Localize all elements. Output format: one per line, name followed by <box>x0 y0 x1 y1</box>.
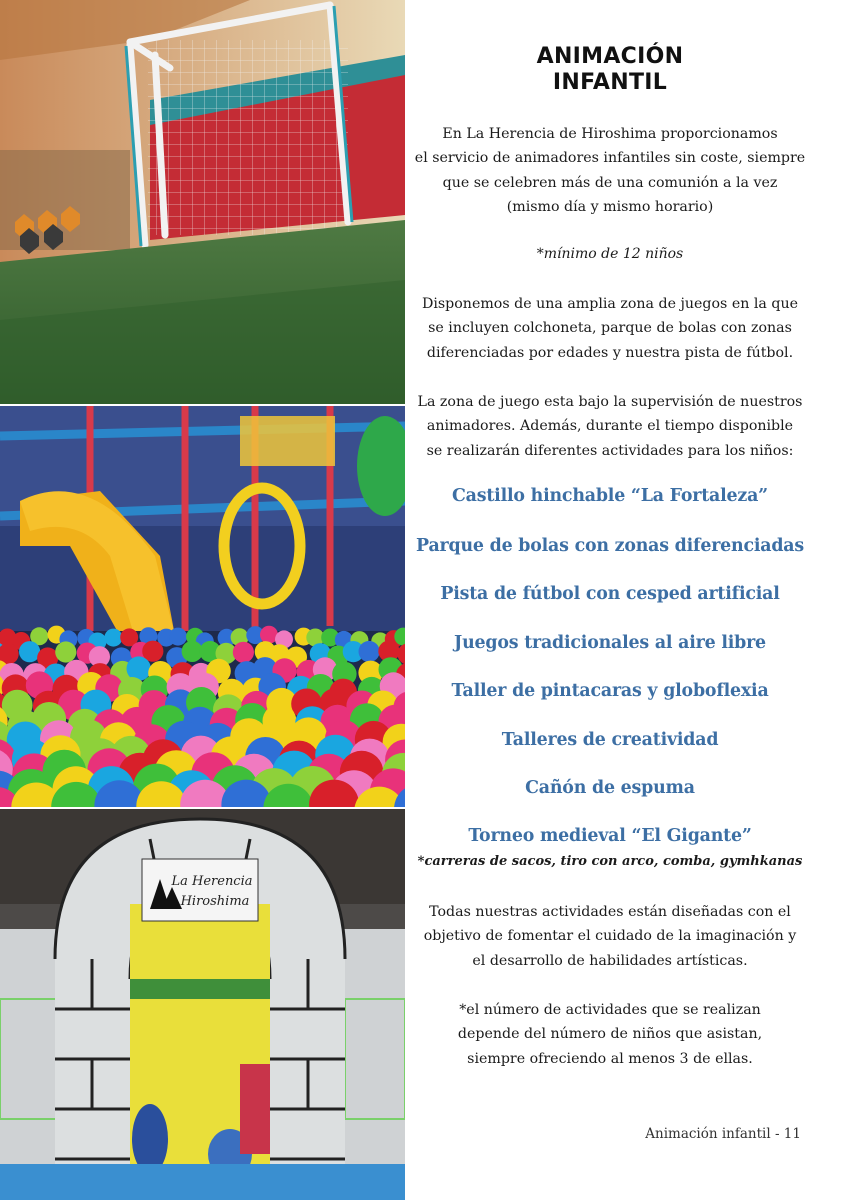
activity-item: Juegos tradicionales al aire libre <box>454 633 766 653</box>
intro-paragraph <box>410 122 810 219</box>
minimum-children-note: *mínimo de 12 niños <box>536 246 684 262</box>
castle-banner-line2: Hiroshima <box>180 894 250 909</box>
page-footer: Animación infantil - 11 <box>645 1126 801 1142</box>
play-area-line: diferenciadas por edades y nuestra pista de fútbol. <box>426 344 794 361</box>
supervision-line: animadores. Además, durante el tiempo disponible <box>426 418 794 435</box>
design-line: el desarrollo de habilidades artísticas. <box>472 952 748 969</box>
intro-line: En La Herencia de Hiroshima proporcionamos <box>442 126 778 142</box>
photo-column <box>0 0 405 1200</box>
photo-football-pitch <box>0 0 405 404</box>
photo-ball-pit <box>0 406 405 807</box>
activity-count-line: depende del número de niños que asistan, <box>457 1026 763 1043</box>
design-line: Todas nuestras actividades están diseñadas con el <box>429 904 791 920</box>
intro-line: el servicio de animadores infantiles sin coste, siempre <box>414 150 806 167</box>
castle-banner-line1: La Herencia <box>171 874 253 889</box>
play-area-line: Disponemos de una amplia zona de juegos en la que <box>421 296 799 312</box>
play-area-paragraph <box>410 292 810 365</box>
activity-count-line: siempre ofreciendo al menos 3 de ellas. <box>467 1050 753 1067</box>
activity-item: Castillo hinchable “La Fortaleza” <box>452 486 768 506</box>
activity-item: Talleres de creatividad <box>501 730 719 750</box>
page-title-line-1: ANIMACIÓN <box>536 44 684 69</box>
supervision-line: La zona de juego esta bajo la supervisión de nuestros <box>417 394 803 410</box>
play-area-line: se incluyen colchoneta, parque de bolas con zonas <box>428 320 792 337</box>
design-line: objetivo de fomentar el cuidado de la imaginación y <box>423 928 797 945</box>
content-column <box>410 0 810 1200</box>
tournament-note: *carreras de sacos, tiro con arco, comba, gymhkanas <box>417 854 803 869</box>
photo-bouncy-castle <box>0 809 405 1200</box>
page-title-line-2: INFANTIL <box>552 70 668 95</box>
intro-line: que se celebren más de una comunión a la vez <box>442 174 778 191</box>
activity-item: Torneo medieval “El Gigante” <box>468 826 752 846</box>
activity-item: Parque de bolas con zonas diferenciadas <box>416 536 804 556</box>
design-paragraph <box>410 900 810 973</box>
activity-item: Pista de fútbol con cesped artificial <box>440 584 780 604</box>
supervision-line: se realizarán diferentes actividades para los niños: <box>426 442 794 459</box>
activity-count-paragraph <box>410 998 810 1071</box>
supervision-paragraph <box>410 390 810 463</box>
activity-count-line: *el número de actividades que se realizan <box>459 1002 761 1018</box>
activity-item: Cañón de espuma <box>525 778 695 798</box>
activity-item: Taller de pintacaras y globoflexia <box>451 681 769 701</box>
intro-line: (mismo día y mismo horario) <box>506 198 714 215</box>
page-title <box>410 44 810 96</box>
